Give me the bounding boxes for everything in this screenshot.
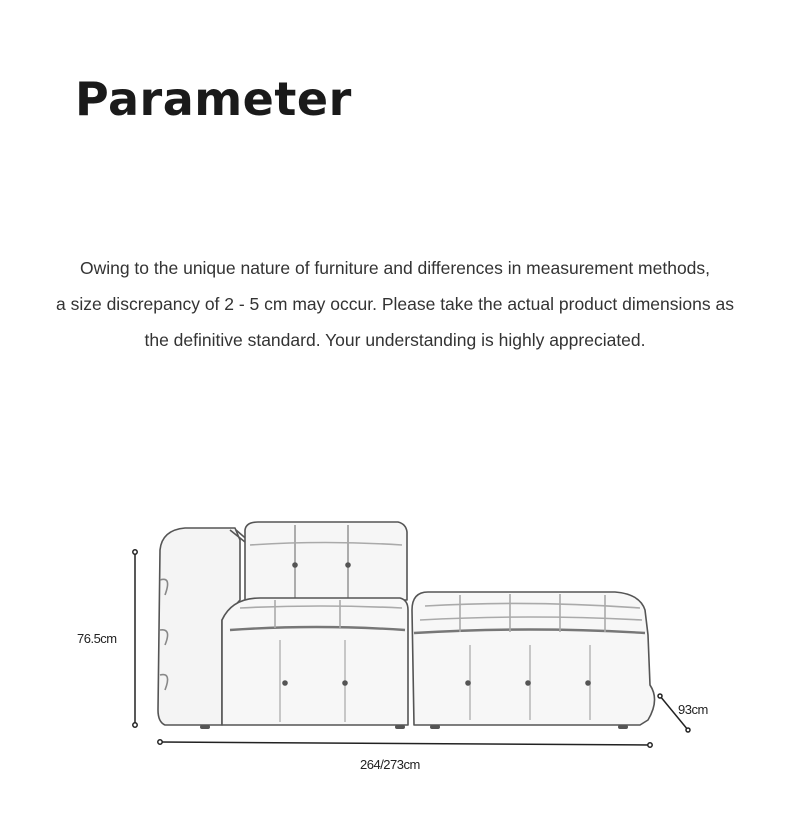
page-title: Parameter — [75, 72, 352, 126]
sofa-illustration — [0, 500, 790, 800]
disclaimer-line-1: Owing to the unique nature of furniture and differences in measurement methods, — [79, 258, 711, 278]
product-dimension-figure — [0, 500, 790, 800]
depth-label: 93cm — [678, 702, 708, 717]
height-label: 76.5cm — [77, 631, 117, 646]
disclaimer-line-3: the definitive standard. Your understanding is highly appreciated. — [144, 330, 646, 350]
backrest — [245, 522, 407, 600]
chaise-ottoman — [412, 592, 655, 725]
disclaimer-line-2: a size discrepancy of 2 - 5 cm may occur. Please take the actual product dimensions as — [56, 294, 734, 314]
width-label: 264/273cm — [360, 757, 420, 772]
width-dimension-line — [158, 740, 652, 747]
height-dimension-line — [133, 550, 137, 727]
size-disclaimer — [0, 250, 790, 358]
seat-cushion — [222, 598, 408, 725]
